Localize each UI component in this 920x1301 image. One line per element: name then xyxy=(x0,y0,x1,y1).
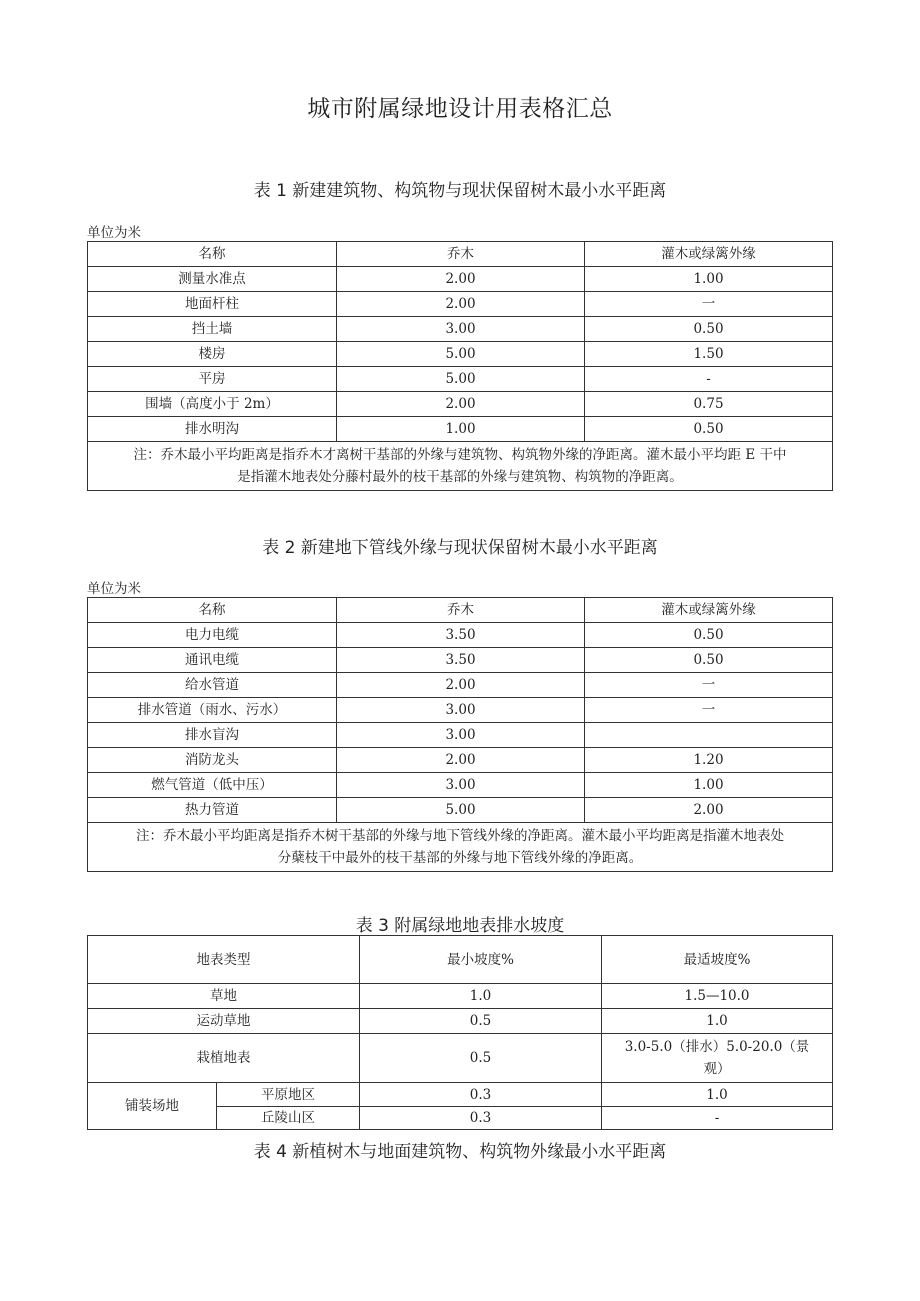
table-cell: 一 xyxy=(585,673,833,698)
table-cell: 1.20 xyxy=(585,748,833,773)
table-cell: 3.00 xyxy=(337,317,585,342)
table-cell: - xyxy=(585,367,833,392)
table-row xyxy=(88,1009,833,1034)
table-header-row xyxy=(88,242,833,267)
table-row xyxy=(88,623,833,648)
table-cell: 0.5 xyxy=(360,1034,602,1083)
table-cell: 排水明沟 xyxy=(88,417,337,442)
table-cell: 通讯电缆 xyxy=(88,648,337,673)
table4-caption: 表 4 新植树木与地面建筑物、构筑物外缘最小水平距离 xyxy=(253,1142,667,1162)
table-cell: 测量水准点 xyxy=(88,267,337,292)
table-row xyxy=(88,267,833,292)
table-row xyxy=(88,773,833,798)
table-cell: 1.00 xyxy=(585,267,833,292)
table-cell xyxy=(585,723,833,748)
table-cell: 栽植地表 xyxy=(88,1034,360,1083)
table-cell: 1.00 xyxy=(585,773,833,798)
table-cell: 一 xyxy=(585,292,833,317)
table-cell: 5.00 xyxy=(337,798,585,823)
table-row xyxy=(88,317,833,342)
page-title: 城市附属绿地设计用表格汇总 xyxy=(307,96,613,122)
table-row xyxy=(88,392,833,417)
table-cell: 0.50 xyxy=(585,648,833,673)
table-cell: 一 xyxy=(585,698,833,723)
cell-line: 观） xyxy=(703,1061,731,1077)
table-note-row xyxy=(88,823,833,872)
table-row xyxy=(88,723,833,748)
table-cell: 1.00 xyxy=(337,417,585,442)
table-cell: 5.00 xyxy=(337,367,585,392)
table-row xyxy=(88,342,833,367)
table-row xyxy=(88,648,833,673)
header-cell: 乔木 xyxy=(337,242,585,267)
table3 xyxy=(87,935,833,1130)
note-line: 分蘖枝干中最外的枝干基部的外缘与地下管线外缘的净距离。 xyxy=(277,850,643,866)
table-cell: 3.50 xyxy=(337,623,585,648)
header-cell: 灌木或绿篱外缘 xyxy=(585,242,833,267)
table-cell: 1.5—10.0 xyxy=(602,984,833,1009)
table-cell: 2.00 xyxy=(337,673,585,698)
note-line: 是指灌木地表处分藤村最外的枝干基部的外缘与建筑物、构筑物的净距离。 xyxy=(237,469,683,485)
table-cell: 2.00 xyxy=(337,748,585,773)
table-cell: 2.00 xyxy=(585,798,833,823)
table-cell: 1.0 xyxy=(602,1083,833,1107)
header-cell: 地表类型 xyxy=(88,936,360,984)
table-cell: 3.00 xyxy=(337,773,585,798)
table-cell: 热力管道 xyxy=(88,798,337,823)
table-row xyxy=(88,1083,833,1107)
table-cell: 丘陵山区 xyxy=(217,1107,360,1130)
table1 xyxy=(87,241,833,491)
table3-caption: 表 3 附属绿地地表排水坡度 xyxy=(355,916,565,936)
header-cell: 名称 xyxy=(88,242,337,267)
table-cell: 平房 xyxy=(88,367,337,392)
table-cell: 0.3 xyxy=(360,1083,602,1107)
table-row xyxy=(88,748,833,773)
table-cell: 3.00 xyxy=(337,698,585,723)
table-header-row xyxy=(88,936,833,984)
header-cell: 最适坡度% xyxy=(602,936,833,984)
table2-caption: 表 2 新建地下管线外缘与现状保留树木最小水平距离 xyxy=(262,538,658,558)
table-cell: 挡土墙 xyxy=(88,317,337,342)
table-cell: 铺装场地 xyxy=(88,1083,217,1130)
table-row xyxy=(88,673,833,698)
table-cell: 电力电缆 xyxy=(88,623,337,648)
table-cell: 楼房 xyxy=(88,342,337,367)
table-cell: 3.50 xyxy=(337,648,585,673)
table-row xyxy=(88,367,833,392)
table2 xyxy=(87,597,833,872)
table-cell: 草地 xyxy=(88,984,360,1009)
table-cell: 围墙（高度小于 2m） xyxy=(88,392,337,417)
header-cell: 灌木或绿篱外缘 xyxy=(585,598,833,623)
note-line: 注：乔木最小平均距离是指乔木才离树干基部的外缘与建筑物、构筑物外缘的净距离。灌木最小平均距 E 干中 xyxy=(133,447,787,463)
table-cell: 0.50 xyxy=(585,317,833,342)
table-cell: 0.75 xyxy=(585,392,833,417)
table-cell: 消防龙头 xyxy=(88,748,337,773)
table-row xyxy=(88,292,833,317)
table-cell xyxy=(602,1034,833,1083)
table-header-row xyxy=(88,598,833,623)
table2-unit: 单位为米 xyxy=(87,581,141,597)
table-cell: 排水盲沟 xyxy=(88,723,337,748)
table-note xyxy=(88,442,833,491)
table1-caption: 表 1 新建建筑物、构筑物与现状保留树木最小水平距离 xyxy=(253,181,667,201)
table-row xyxy=(88,984,833,1009)
table-cell: 1.0 xyxy=(602,1009,833,1034)
table-row xyxy=(88,798,833,823)
table-cell: 地面杆柱 xyxy=(88,292,337,317)
table-cell: 平原地区 xyxy=(217,1083,360,1107)
table-note-row xyxy=(88,442,833,491)
table-cell: 1.0 xyxy=(360,984,602,1009)
table-cell: 5.00 xyxy=(337,342,585,367)
table-row xyxy=(88,417,833,442)
table-cell: 运动草地 xyxy=(88,1009,360,1034)
table-cell: 0.50 xyxy=(585,623,833,648)
table-row xyxy=(88,1034,833,1083)
table-note xyxy=(88,823,833,872)
table-cell: 0.5 xyxy=(360,1009,602,1034)
table-cell: 2.00 xyxy=(337,292,585,317)
table-cell: - xyxy=(602,1107,833,1130)
cell-line: 3.0-5.0（排水）5.0-20.0（景 xyxy=(624,1039,810,1055)
table-cell: 0.50 xyxy=(585,417,833,442)
table-cell: 2.00 xyxy=(337,267,585,292)
header-cell: 最小坡度% xyxy=(360,936,602,984)
header-cell: 乔木 xyxy=(337,598,585,623)
table-row xyxy=(88,698,833,723)
table1-unit: 单位为米 xyxy=(87,225,141,241)
table-cell: 燃气管道（低中压） xyxy=(88,773,337,798)
table-cell: 排水管道（雨水、污水） xyxy=(88,698,337,723)
table-cell: 2.00 xyxy=(337,392,585,417)
note-line: 注：乔木最小平均距离是指乔木树干基部的外缘与地下管线外缘的净距离。灌木最小平均距离是指灌木地表处 xyxy=(136,828,784,844)
table-cell: 0.3 xyxy=(360,1107,602,1130)
table-cell: 3.00 xyxy=(337,723,585,748)
header-cell: 名称 xyxy=(88,598,337,623)
table-cell: 给水管道 xyxy=(88,673,337,698)
table-cell: 1.50 xyxy=(585,342,833,367)
